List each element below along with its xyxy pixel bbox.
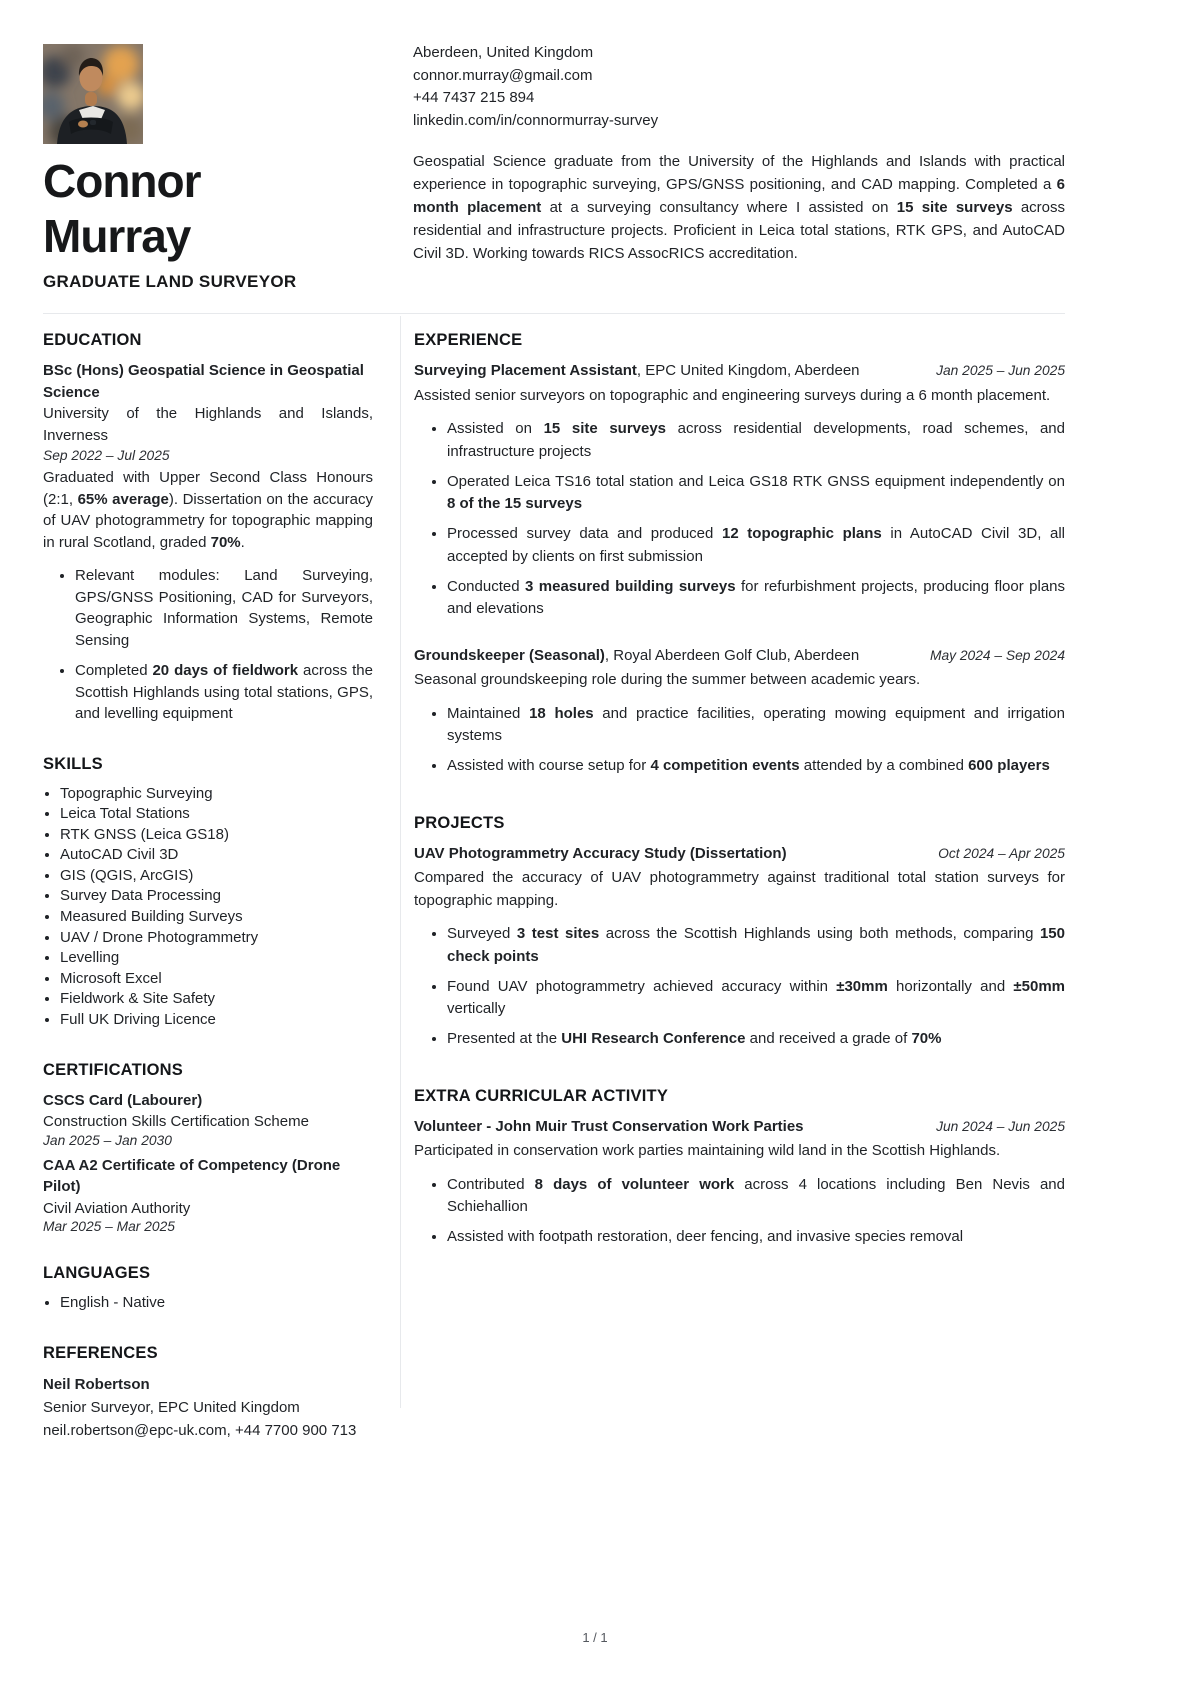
reference-contact: neil.robertson@epc-uk.com, +44 7700 900 713 — [43, 1421, 357, 1439]
activity-title: Volunteer - John Muir Trust Conservation Work Parties — [414, 1117, 804, 1135]
certification-org: Civil Aviation Authority — [43, 1199, 191, 1217]
entry-bullets — [414, 418, 1065, 621]
languages-list — [43, 1293, 373, 1314]
reference-name: Neil Robertson — [43, 1375, 150, 1393]
skill-item: • AutoCAD Civil 3D — [60, 845, 373, 866]
skills-section — [43, 755, 373, 1031]
certification-item — [43, 1090, 373, 1148]
entry-title — [414, 1116, 804, 1139]
section-heading-references: REFERENCES — [43, 1343, 158, 1362]
bullet-item: • Presented at the UHI Research Conference and received a grade of 70% — [447, 1028, 1065, 1051]
section-heading-projects: PROJECTS — [414, 813, 505, 832]
project-title: UAV Photogrammetry Accuracy Study (Dissertation) — [414, 844, 787, 862]
section-heading-extra-curricular: EXTRA CURRICULAR ACTIVITY — [414, 1086, 669, 1105]
entry-bullets — [414, 1174, 1065, 1249]
person-name-line2: Murray — [43, 210, 191, 262]
skill-item: • GIS (QGIS, ArcGIS) — [60, 866, 373, 887]
section-heading-education: EDUCATION — [43, 331, 142, 349]
skill-item: • Full UK Driving Licence — [60, 1010, 373, 1031]
skill-item: • RTK GNSS (Leica GS18) — [60, 825, 373, 846]
education-bullets — [43, 565, 373, 725]
skills-list — [43, 784, 373, 1031]
bullet-item: • Conducted 3 measured building surveys for refurbishment projects, producing floor plans and elevations — [447, 576, 1065, 621]
entry-bullets — [414, 923, 1065, 1051]
contact-location: Aberdeen, United Kingdom — [413, 44, 594, 61]
languages-section — [43, 1264, 373, 1314]
certifications-section — [43, 1061, 373, 1235]
experience-section — [414, 331, 1065, 778]
section-heading-skills: SKILLS — [43, 754, 103, 773]
education-school: University of the Highlands and Islands, Inverness — [43, 405, 373, 444]
header-divider — [43, 313, 1065, 314]
certification-item — [43, 1155, 373, 1235]
skill-item: • Microsoft Excel — [60, 969, 373, 990]
language-item: • English - Native — [60, 1293, 373, 1314]
skill-item: • Levelling — [60, 948, 373, 969]
bullet-item: • Relevant modules: Land Surveying, GPS/GNSS Positioning, CAD for Surveyors, Geographic Information Systems, Remote Sensing — [75, 565, 373, 651]
entry-dates: Jan 2025 – Jun 2025 — [936, 363, 1065, 378]
entry-header — [414, 645, 1065, 668]
entry-title — [414, 360, 860, 383]
column-divider — [400, 316, 401, 1408]
entry-title — [414, 645, 859, 668]
person-job-title: GRADUATE LAND SURVEYOR — [43, 272, 297, 291]
skill-item: • Leica Total Stations — [60, 804, 373, 825]
page-number: 1 / 1 — [582, 1630, 608, 1645]
section-heading-certifications: CERTIFICATIONS — [43, 1060, 183, 1079]
entry-summary: Participated in conservation work parties maintaining wild land in the Scottish Highlands. — [414, 1142, 1001, 1159]
bullet-item: • Assisted with course setup for 4 competition events attended by a combined 600 players — [447, 755, 1065, 778]
profile-photo-image — [43, 44, 143, 144]
education-section — [43, 331, 373, 725]
skill-item: • Topographic Surveying — [60, 784, 373, 805]
certification-dates: Jan 2025 – Jan 2030 — [43, 1132, 172, 1148]
entry-header — [414, 360, 1065, 383]
entry-header — [414, 843, 1065, 866]
project-entry — [414, 843, 1065, 1051]
bullet-item: • Surveyed 3 test sites across the Scottish Highlands using both methods, comparing 150 check points — [447, 923, 1065, 968]
person-name-line1: Connor — [43, 155, 201, 207]
entry-role: Surveying Placement Assistant — [414, 362, 637, 379]
bullet-item: • Completed 20 days of fieldwork across the Scottish Highlands using total stations, GPS, and levelling equipment — [75, 660, 373, 725]
experience-entry — [414, 645, 1065, 778]
certification-dates: Mar 2025 – Mar 2025 — [43, 1219, 175, 1235]
entry-dates: Jun 2024 – Jun 2025 — [936, 1118, 1065, 1134]
contact-linkedin: linkedin.com/in/connormurray-survey — [413, 112, 659, 130]
bullet-item: • Operated Leica TS16 total station and Leica GS18 RTK GNSS equipment independently on 8 of the 15 surveys — [447, 471, 1065, 516]
skill-item: • Survey Data Processing — [60, 886, 373, 907]
entry-role: Groundskeeper (Seasonal) — [414, 646, 605, 664]
profile-summary: Geospatial Science graduate from the University of the Highlands and Islands with practical experience in topographic surveying, GPS/GNSS positioning, and CAD mapping. Completed a 6 month placement at a surveying consultancy where I assisted on 15 site surveys across residential and infrastructure projects. Proficient in Leica total stations, RTK GPS, and AutoCAD Civil 3D. Working towards RICS AssocRICS accreditation. — [413, 152, 1065, 262]
reference-role: Senior Surveyor, EPC United Kingdom — [43, 1398, 300, 1416]
skill-item: • Fieldwork & Site Safety — [60, 989, 373, 1010]
entry-summary: Compared the accuracy of UAV photogrammetry against traditional total station surveys for topographic mapping. — [414, 869, 1065, 909]
certification-name: CSCS Card (Labourer) — [43, 1091, 203, 1109]
entry-dates: May 2024 – Sep 2024 — [929, 647, 1065, 663]
entry-dates: Oct 2024 – Apr 2025 — [938, 845, 1065, 861]
extra-curricular-entry — [414, 1116, 1065, 1249]
entry-summary: Seasonal groundskeeping role during the summer between academic years. — [414, 671, 921, 688]
projects-section — [414, 814, 1065, 1051]
certification-name: CAA A2 Certificate of Competency (Drone Pilot) — [43, 1156, 341, 1196]
right-column — [414, 331, 1065, 1285]
skill-item: • UAV / Drone Photogrammetry — [60, 928, 373, 949]
references-section — [43, 1344, 373, 1442]
entry-summary: Assisted senior surveyors on topographic and engineering surveys during a 6 month placement. — [414, 386, 1051, 404]
bullet-item: • Contributed 8 days of volunteer work across 4 locations including Ben Nevis and Schiehallion — [447, 1174, 1065, 1219]
section-heading-languages: LANGUAGES — [43, 1264, 151, 1283]
education-degree: BSc (Hons) Geospatial Science in Geospatial Science — [43, 362, 364, 401]
education-dates: Sep 2022 – Jul 2025 — [43, 448, 170, 463]
entry-company: , Royal Aberdeen Golf Club, Aberdeen — [604, 646, 860, 664]
entry-company: , EPC United Kingdom, Aberdeen — [636, 362, 860, 379]
entry-header — [414, 1116, 1065, 1139]
person-name — [43, 154, 388, 264]
contact-email: connor.murray@gmail.com — [413, 66, 593, 84]
header-contact-summary — [413, 42, 1065, 265]
profile-photo — [43, 44, 143, 144]
bullet-item: • Maintained 18 holes and practice facilities, operating mowing equipment and irrigation systems — [447, 703, 1065, 748]
experience-entry — [414, 360, 1065, 621]
section-heading-experience: EXPERIENCE — [414, 331, 523, 349]
extra-curricular-section — [414, 1087, 1065, 1249]
bullet-item: • Assisted on 15 site surveys across residential developments, road schemes, and infrastructure projects — [447, 418, 1065, 463]
header-identity — [43, 44, 388, 292]
education-description: Graduated with Upper Second Class Honours (2:1, 65% average). Dissertation on the accuracy of UAV photogrammetry for topographic mapping in rural Scotland, graded 70%. — [43, 469, 374, 551]
bullet-item: • Processed survey data and produced 12 topographic plans in AutoCAD Civil 3D, all accepted by clients on first submission — [447, 523, 1065, 568]
skill-item: • Measured Building Surveys — [60, 907, 373, 928]
bullet-item: • Assisted with footpath restoration, deer fencing, and invasive species removal — [447, 1226, 1065, 1249]
certification-org: Construction Skills Certification Scheme — [43, 1113, 309, 1131]
contact-phone: +44 7437 215 894 — [413, 89, 535, 107]
bullet-item: • Found UAV photogrammetry achieved accuracy within ±30mm horizontally and ±50mm vertically — [447, 976, 1065, 1021]
entry-title — [414, 843, 787, 866]
entry-bullets — [414, 703, 1065, 778]
left-column — [43, 331, 373, 1472]
